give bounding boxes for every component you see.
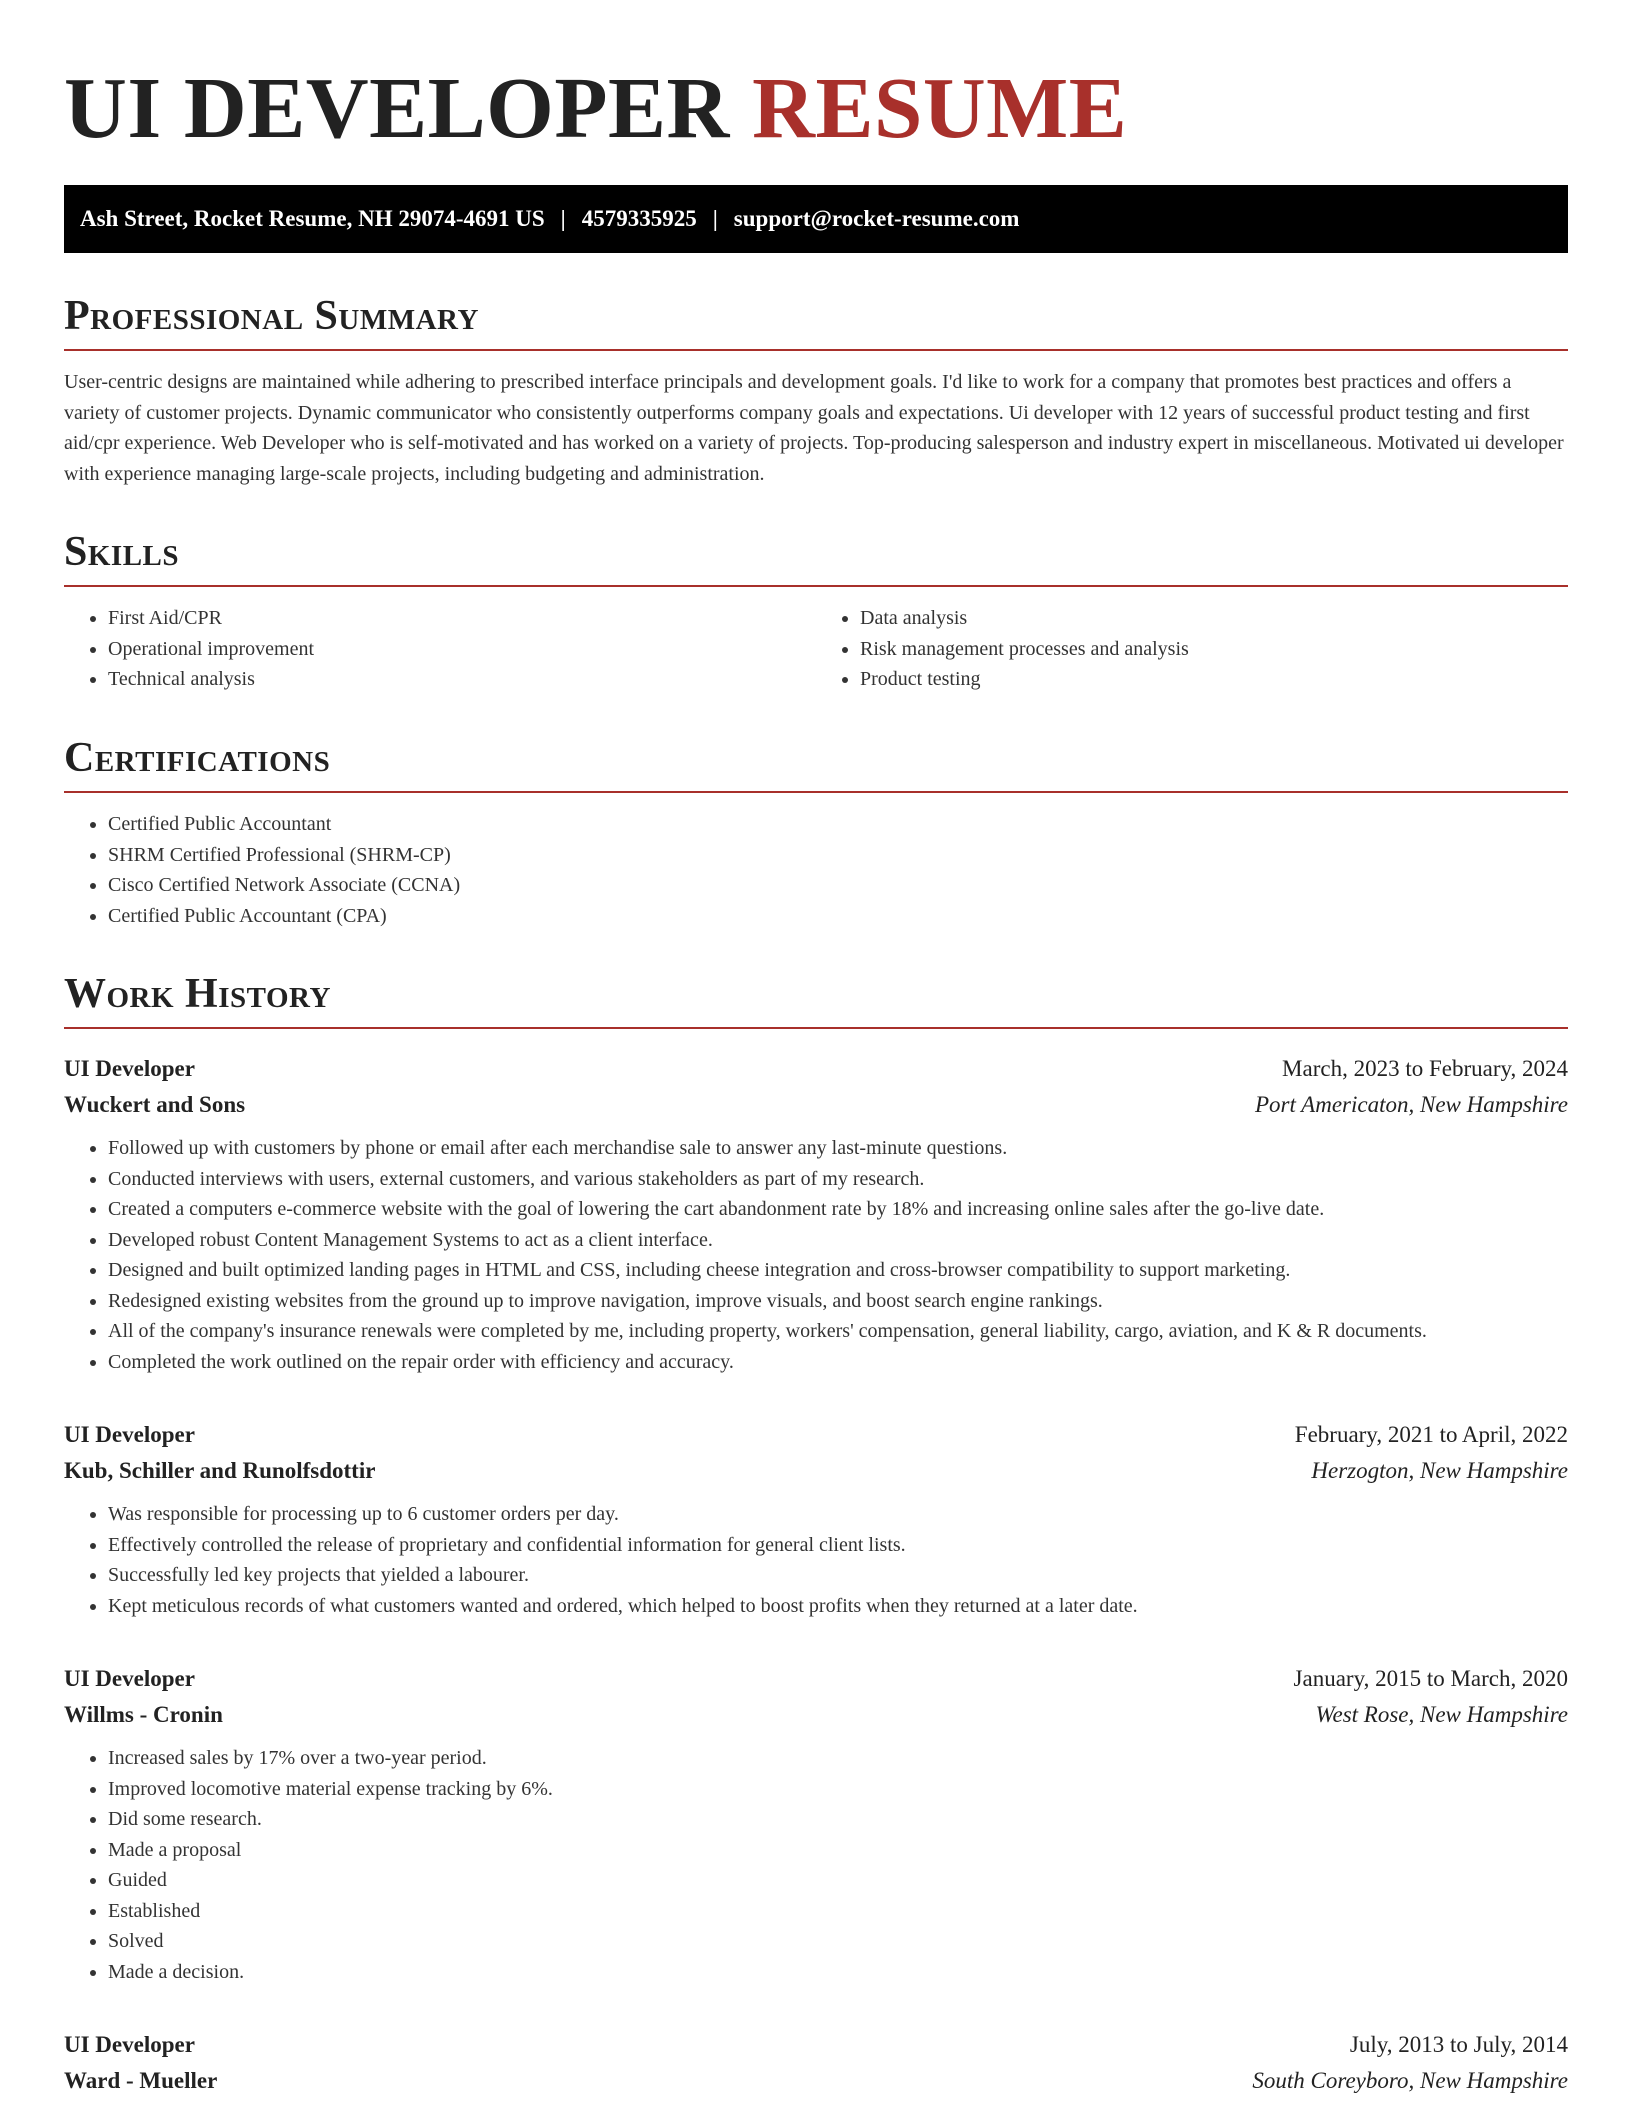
job-bullet: • All of the company's insurance renewals were completed by me, including property, workers' compensation, general liability, cargo, aviation, and K & R documents.	[108, 1316, 1568, 1347]
job-location: Port Americaton, New Hampshire	[1254, 1092, 1568, 1118]
contact-separator: |	[560, 206, 566, 231]
job-bullet: • Made a decision.	[108, 1957, 1568, 1988]
job-bullets	[64, 1743, 1568, 1987]
job-bullet: • Established	[108, 1896, 1568, 1927]
title-accent: RESUME	[752, 59, 1128, 156]
job-company: Wuckert and Sons	[64, 1092, 246, 1118]
job-bullet: • Increased sales by 17% over a two-year period.	[108, 1743, 1568, 1774]
job-bullet: • Kept meticulous records of what customers wanted and ordered, which helped to boost profits when they returned at a later date.	[108, 1591, 1568, 1622]
skills-list-left	[64, 603, 816, 695]
job-bullet: • Guided	[108, 1865, 1568, 1896]
job-bullet: • Created a computers e-commerce website with the goal of lowering the cart abandonment rate by 18% and increasing online sales after the go-live date.	[108, 1194, 1568, 1225]
title-main: UI DEVELOPER	[64, 59, 730, 156]
skill-item: • Risk management processes and analysis	[860, 634, 1568, 665]
job-bullet: • Developed robust Content Management Systems to act as a client interface.	[108, 1225, 1568, 1256]
summary-heading: Professional Summary	[64, 293, 1568, 351]
job-location: Herzogton, New Hampshire	[1311, 1458, 1568, 1484]
job-bullet: • Was responsible for processing up to 6 customer orders per day.	[108, 1499, 1568, 1530]
contact-bar	[64, 185, 1568, 253]
job-company: Willms - Cronin	[64, 1702, 223, 1728]
job-bullets	[64, 1133, 1568, 1377]
job-bullet: • Redesigned existing websites from the ground up to improve navigation, improve visuals, and boost search engine rankings.	[108, 1286, 1568, 1317]
job-company: Kub, Schiller and Runolfsdottir	[64, 1458, 376, 1484]
job-title: UI Developer	[64, 1666, 195, 1692]
skill-item: • Operational improvement	[108, 634, 816, 665]
job-company-row	[64, 1697, 1568, 1733]
job-bullets	[64, 1499, 1568, 1621]
skills-grid	[64, 587, 1568, 695]
job-bullet: • Solved	[108, 1926, 1568, 1957]
job-company-row	[64, 1453, 1568, 1489]
summary-section	[64, 293, 1568, 489]
resume-title	[64, 56, 1568, 156]
job-dates: February, 2021 to April, 2022	[1294, 1422, 1568, 1448]
work-history-section	[64, 971, 1568, 2099]
certifications-heading: Certifications	[64, 735, 1568, 793]
job-entry	[64, 1051, 1568, 1377]
job-bullet: • Successfully led key projects that yielded a labourer.	[108, 1560, 1568, 1591]
job-dates: March, 2023 to February, 2024	[1282, 1056, 1568, 1082]
job-entry	[64, 1417, 1568, 1621]
job-header-row	[64, 1417, 1568, 1453]
certification-item: • SHRM Certified Professional (SHRM-CP)	[108, 840, 1568, 871]
work-history-heading: Work History	[64, 971, 1568, 1029]
job-location: South Coreyboro, New Hampshire	[1252, 2068, 1568, 2094]
job-title: UI Developer	[64, 1056, 195, 1082]
job-entry	[64, 2027, 1568, 2099]
skills-heading: Skills	[64, 529, 1568, 587]
job-bullet: • Did some research.	[108, 1804, 1568, 1835]
contact-phone: 4579335925	[581, 206, 697, 231]
contact-separator: |	[712, 206, 718, 231]
summary-text: User-centric designs are maintained while adhering to prescribed interface principals and development goals. I'd like to work for a company that promotes best practices and offers a variety of customer projects. Dynamic communicator who consistently outperforms company goals and expectations. Ui developer with 12 years of successful product testing and first aid/cpr experience. Web Developer who is self-motivated and has worked on a variety of projects. Top-producing salesperson and industry expert in miscellaneous. Motivated ui developer with experience managing large-scale projects, including budgeting and administration.	[64, 371, 1564, 485]
job-header-row	[64, 1661, 1568, 1697]
job-title: UI Developer	[64, 2032, 195, 2058]
contact-email: support@rocket-resume.com	[733, 206, 1020, 231]
job-dates: January, 2015 to March, 2020	[1293, 1666, 1568, 1692]
contact-address: Ash Street, Rocket Resume, NH 29074-4691 US	[80, 206, 545, 231]
job-bullet: • Completed the work outlined on the repair order with efficiency and accuracy.	[108, 1347, 1568, 1378]
job-title: UI Developer	[64, 1422, 195, 1448]
skill-item: • Data analysis	[860, 603, 1568, 634]
skills-section	[64, 529, 1568, 695]
job-entry	[64, 1661, 1568, 1987]
job-bullet: • Conducted interviews with users, external customers, and various stakeholders as part of my research.	[108, 1164, 1568, 1195]
certification-item: • Cisco Certified Network Associate (CCNA)	[108, 870, 1568, 901]
certifications-section	[64, 735, 1568, 931]
skill-item: • First Aid/CPR	[108, 603, 816, 634]
job-bullet: • Designed and built optimized landing pages in HTML and CSS, including cheese integration and cross-browser compatibility to support marketing.	[108, 1255, 1568, 1286]
job-location: West Rose, New Hampshire	[1315, 1702, 1568, 1728]
skills-list-right	[816, 603, 1568, 695]
certifications-list	[64, 809, 1568, 931]
job-bullet: • Effectively controlled the release of proprietary and confidential information for general client lists.	[108, 1530, 1568, 1561]
job-company-row	[64, 2063, 1568, 2099]
job-bullet: • Made a proposal	[108, 1835, 1568, 1866]
job-company-row	[64, 1087, 1568, 1123]
job-header-row	[64, 2027, 1568, 2063]
job-header-row	[64, 1051, 1568, 1087]
certification-item: • Certified Public Accountant (CPA)	[108, 901, 1568, 932]
job-dates: July, 2013 to July, 2014	[1349, 2032, 1568, 2058]
certification-item: • Certified Public Accountant	[108, 809, 1568, 840]
skill-item: • Product testing	[860, 664, 1568, 695]
skill-item: • Technical analysis	[108, 664, 816, 695]
job-bullet: • Followed up with customers by phone or email after each merchandise sale to answer any last-minute questions.	[108, 1133, 1568, 1164]
job-bullet: • Improved locomotive material expense tracking by 6%.	[108, 1774, 1568, 1805]
job-company: Ward - Mueller	[64, 2068, 218, 2094]
